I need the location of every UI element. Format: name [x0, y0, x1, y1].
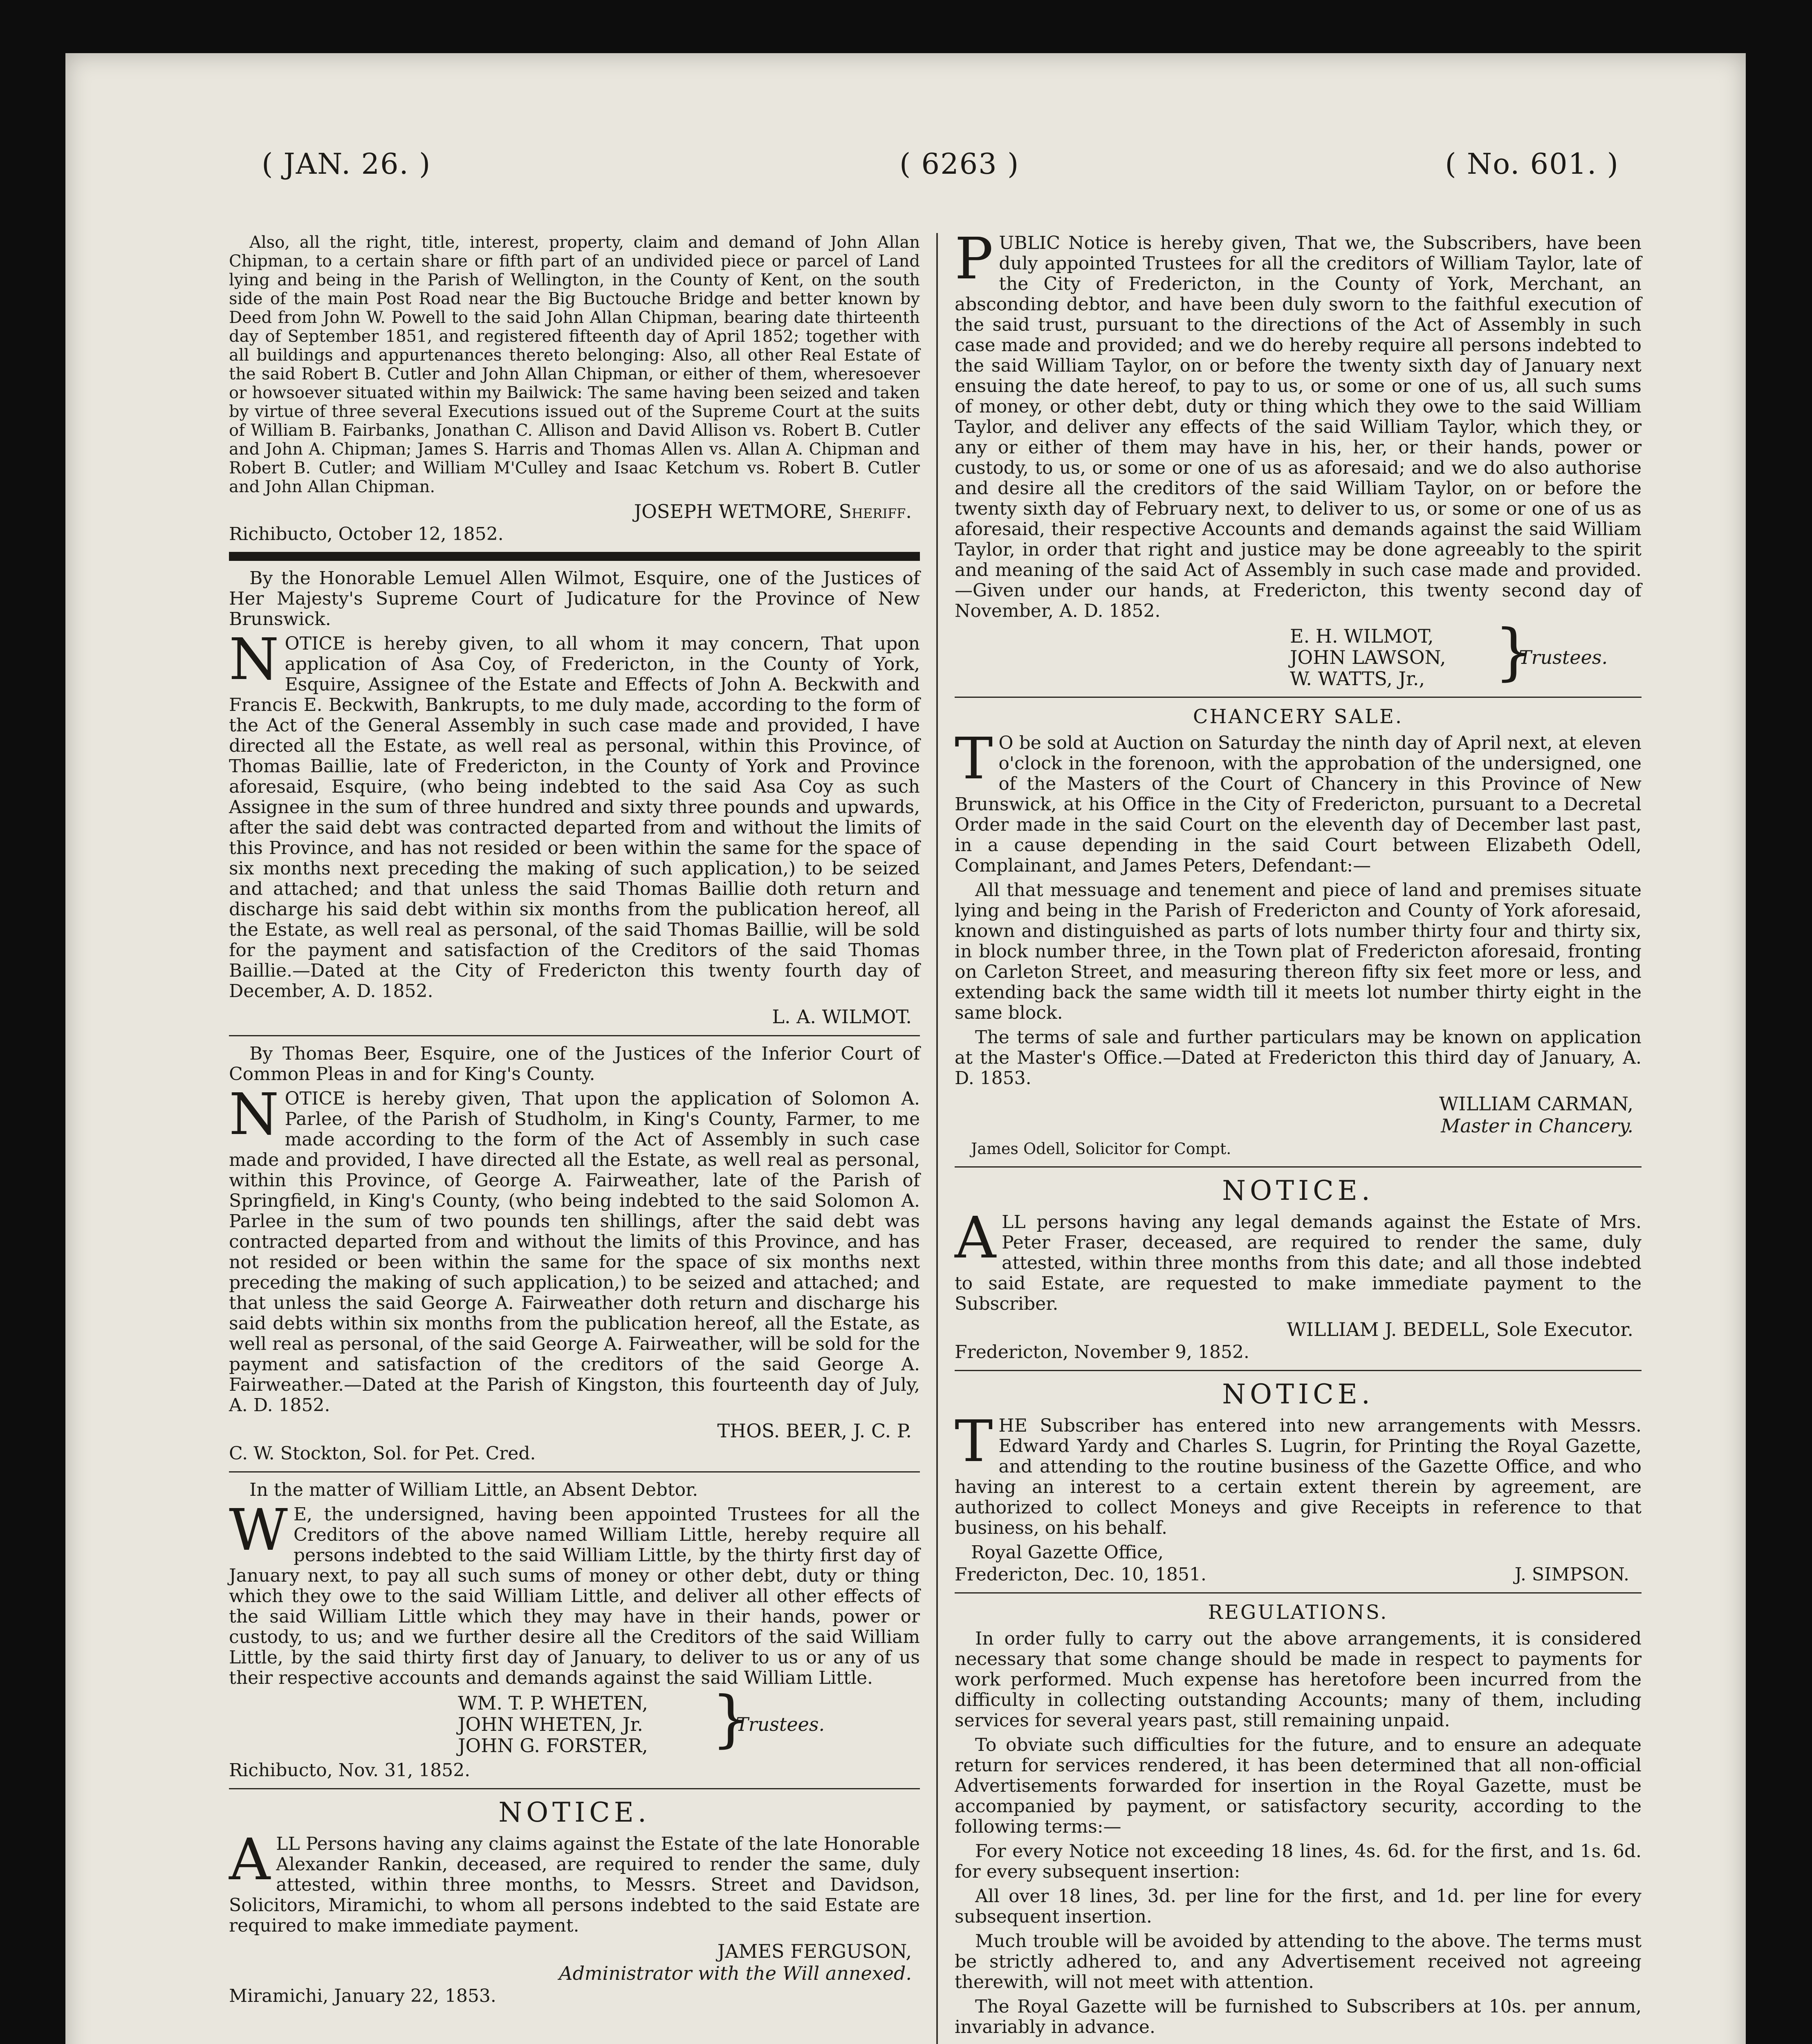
trustee-name: E. H. WILMOT, [1290, 625, 1434, 647]
sheriff-notice [229, 233, 920, 545]
notice-body: Also, all the right, title, interest, property, claim and demand of John Allan Chipman, to a certain share or fifth part of an undivided piece or parcel of Land lying and being in the Parish of Wellington, in the County of Kent, on the south side of the main Post Road near the Big Buctouche Bridge and better known by Deed from John W. Powell to the said John Allan Chipman, bearing date thirteenth day of September 1851, and registered fifteenth day of April 1852; together with all buildings and appurtenances thereto belonging: Also, all other Real Estate of the said Robert B. Cutler and John Allan Chipman, or either of them, wheresoever or howsoever situated within my Bailwick: The same having been seized and taken by virtue of three several Executions issued out of the Supreme Court at the suits of William B. Fairbanks, Jonathan C. Allison and David Allison vs. Robert B. Cutler and John A. Chipman; James S. Harris and Thomas Allen vs. Allan A. Chipman and Robert B. Cutler; and William M'Culley and Isaac Ketchum vs. Robert B. Cutler and John Allan Chipman. [229, 233, 920, 496]
section-rule [955, 697, 1642, 698]
trustee-name: W. WATTS, Jr., [1290, 668, 1425, 690]
section-rule [229, 1471, 920, 1472]
wilmot-notice [229, 568, 920, 1028]
notice-body: T O be sold at Auction on Saturday the ninth day of April next, at eleven o'clock in the forenoon, with the approbation of the undersigned, one of the Masters of the Court of Chancery in this Province of New Brunswick, at his Office in the City of Fredericton, pursuant to a Decretal Order made in the said Court on the eleventh day of December last past, in a cause depending in the said Court between Elizabeth Odell, Complainant, and James Peters, Defendant:— [955, 726, 1642, 876]
notice-signature: WILLIAM J. BEDELL, Sole Executor. [1287, 1318, 1633, 1340]
regulation-paragraph: For every Notice not exceeding 18 lines, 4s. 6d. for the first, and 1s. 6d. for every subsequent insertion: [955, 1841, 1642, 1882]
brace-glyph: } [1494, 616, 1534, 688]
section-rule [955, 1370, 1642, 1371]
notice-dateline: Richibucto, Nov. 31, 1852. [229, 1760, 471, 1781]
notice-body: W E, the undersigned, having been appointed Trustees for all the Creditors of the above named William Little, hereby require all persons indebted to the said William Little, by the thirty first day of January next, to pay all such sums of money or other debt, duty or thing which they owe to the said William Little, and deliver all other effects of the said William Little which they may have in their hands, power or custody, to us; and we further desire all the Creditors of the said William Little, by the said thirty first day of January, to deliver to us or any of us their respective accounts and demands against the said William Little. [229, 1497, 920, 1688]
notice-dateline: Richibucto, October 12, 1852. [229, 524, 504, 545]
notice-intro: In the matter of William Little, an Absent Debtor. [249, 1479, 698, 1500]
notice-dateline: Fredericton, November 9, 1852. [955, 1342, 1249, 1363]
page-number: ( 6263 ) [899, 147, 1020, 181]
notice-intro: By Thomas Beer, Esquire, one of the Justices of the Inferior Court of Common Pleas in and for King's County. [229, 1043, 920, 1085]
brace-glyph: } [711, 1683, 751, 1755]
column-divider [936, 233, 938, 2044]
drop-cap: T [955, 1408, 993, 1475]
regulation-paragraph: All over 18 lines, 3d. per line for the first, and 1d. per line for every subsequent insertion. [955, 1886, 1642, 1927]
notice-signature: J. SIMPSON. [1514, 1564, 1629, 1585]
gazette-notice [955, 1378, 1642, 1585]
notice-dateline: Fredericton, Dec. 10, 1851. [955, 1564, 1207, 1585]
section-rule [229, 1035, 920, 1036]
notice-role: Administrator with the Will annexed. [559, 1962, 912, 1984]
notice-body: PUBLIC Notice is hereby given, That we, the Subscribers, have been duly appointed Trustees for all the creditors of William Taylor, late of the City of Fredericton, in the County of York, Merchant, an absconding debtor, and have been duly sworn to the faithful execution of the said trust, pursuant to the directions of the Act of Assembly in such case made and provided; and we do hereby require all persons indebted to the said William Taylor, on or before the twenty sixth day of January next ensuing the date hereof, to pay to us, or some or one of us, all such sums of money, or other debt, duty or thing which they owe to the said William Taylor, and deliver any effects of the said William Taylor, which they, or any or either of them may have in his, her, or their hands, power or custody, to us, or some or one of us as aforesaid; and we do also authorise and desire all the creditors of the said William Taylor, on or before the twenty sixth day of February next, to deliver to us, or some or one of us as aforesaid, their respective Accounts and demands against the said William Taylor, in order that right and justice may be done agreeably to the spirit and meaning of the said Act of Assembly in such case made and provided.—Given under our hands, at Fredericton, this twenty second day of November, A. D. 1852. [955, 226, 1642, 621]
notice-intro: By the Honorable Lemuel Allen Wilmot, Esquire, one of the Justices of Her Majesty's Supreme Court of Judicature for the Province of New Brunswick. [229, 568, 920, 630]
right-column [955, 226, 1642, 2042]
drop-cap: N [229, 1081, 279, 1148]
notice-body-2: All that messuage and tenement and piece of land and premises situate lying and being in the Parish of Fredericton and County of York aforesaid, known and distinguished as parts of lots number thirty four and thirty six, in block number three, in the Town plat of Fredericton aforesaid, fronting on Carleton Street, and measuring thereon fifty six feet more or less, and extending back the same width till it meets lot number thirty eight in the same block. [955, 880, 1642, 1023]
drop-cap: A [229, 1827, 271, 1893]
issue-date: ( JAN. 26. ) [262, 147, 431, 181]
notice-heading: CHANCERY SALE. [1193, 705, 1404, 728]
notice-body: THE Subscriber has entered into new arrangements with Messrs. Edward Yardy and Charles S. Lugrin, for Printing the Royal Gazette, and attending to the routine business of the Gazette Office, and who having an interest to a certain extent therein by agreement, are authorized to collect Moneys and give Receipts in reference to that business, on his behalf. [955, 1408, 1642, 1538]
notice-signature: L. A. WILMOT. [772, 1006, 912, 1028]
drop-cap: W [229, 1497, 288, 1564]
gazette-page [65, 53, 1746, 2044]
notice-body: NOTICE is hereby given, That upon the application of Solomon A. Parlee, of the Parish of Studholm, in King's County, Farmer, to me made according to the form of the Act of Assembly in such case made and provided, I have directed all the Estate, as well real as personal, within this Province, of George A. Fairweather, late of the Parish of Springfield, in King's County, (who being indebted to the said Solomon A. Parlee in the sum of two pounds ten shillings, after the said debt was contracted departed from and without the limits of this Province, and has not resided or been within the same for the space of six months next preceding the making of such application,) to be seized and attached; and that unless the said George A. Fairweather doth return and discharge his said debts within six months from the publication hereof, all the Estate, as well real as personal, of the said George A. Fairweather, will be sold for the payment and satisfaction of the creditors of the said George A. Fairweather.—Dated at the Parish of Kingston, this fourteenth day of July, A. D. 1852. [229, 1081, 920, 1416]
drop-cap: T [955, 726, 993, 792]
notice-signature: JOSEPH WETMORE, Sheriff. [634, 500, 912, 522]
trustee-block [955, 616, 1642, 690]
notice-body: ALL persons having any legal demands against the Estate of Mrs. Peter Fraser, deceased, are required to render the same, duly attested, within three months from this date; and all those indebted to said Estate, are requested to make immediate payment to the Subscriber. [955, 1205, 1642, 1314]
notice-body: NOTICE is hereby given, to all whom it may concern, That upon application of Asa Coy, of Fredericton, in the County of York, Esquire, Assignee of the Estate and Effects of John A. Beckwith and Francis E. Beckwith, Bankrupts, to me duly made, according to the form of the Act of the General Assembly in such case made and provided, I have directed all the Estate, as well real as personal, within this Province, of Thomas Baillie, late of Fredericton, in the County of York and Province aforesaid, Esquire, (who being indebted to the said Asa Coy as such Assignee in the sum of three hundred and sixty three pounds and upwards, after the said debt was contracted departed from and without the limits of this Province, and has not resided or been within the same for the space of six months next preceding the making of such application,) to be seized and attached; and that unless the said Thomas Baillie doth return and discharge his said debt within six months from the publication hereof, all the Estate, as well real as personal, of the said Thomas Baillie, will be sold for the payment and satisfaction of the Creditors of the said Thomas Baillie.—Dated at the City of Fredericton this twenty fourth day of December, A. D. 1852. [229, 626, 920, 1002]
regulations [955, 1601, 1642, 2037]
little-notice [229, 1480, 920, 1781]
taylor-notice [955, 226, 1642, 690]
trustee-block [229, 1683, 920, 1757]
section-rule [229, 552, 920, 561]
notice-body: ALL Persons having any claims against the Estate of the late Honorable Alexander Rankin, deceased, are required to render the same, duly attested, within three months, to Messrs. Street and Davidson, Solicitors, Miramichi, to whom all persons indebted to the said Estate are required to make immediate payment. [229, 1827, 920, 1936]
notice-heading: NOTICE. [1222, 1175, 1374, 1206]
section-rule [229, 1788, 920, 1789]
trustee-name: WM. T. P. WHETEN, [458, 1692, 648, 1714]
regulation-paragraph: Much trouble will be avoided by attending to the above. The terms must be strictly adhered to, and any Advertisement received not agreeing therewith, will not meet with attention. [955, 1931, 1642, 1992]
regulation-paragraph: In order fully to carry out the above arrangements, it is considered necessary that some change should be made in respect to payments for work performed. Much expense has heretofore been incurred from the difficulty in collecting outstanding Accounts; many of them, including services for several years past, still remaining unpaid. [955, 1628, 1642, 1731]
notice-solicitor: James Odell, Solicitor for Compt. [971, 1140, 1231, 1158]
trustee-name: JOHN G. FORSTER, [458, 1735, 648, 1757]
issue-number: ( No. 601. ) [1445, 147, 1619, 181]
notice-solicitor: C. W. Stockton, Sol. for Pet. Cred. [229, 1443, 536, 1464]
trustee-name: JOHN WHETEN, Jr. [458, 1713, 643, 1735]
regulation-paragraph: To obviate such difficulties for the future, and to ensure an adequate return for services rendered, it has been determined that all non-official Advertisements forwarded for insertion in the Royal Gazette, must be accompanied by payment, or satisfactory security, according to the following terms:— [955, 1735, 1642, 1837]
left-column [229, 233, 920, 2006]
trustee-name: JOHN LAWSON, [1290, 646, 1446, 668]
notice-dateline: Miramichi, January 22, 1853. [229, 1986, 496, 2006]
notice-body-3: The terms of sale and further particulars may be known on application at the Master's Office.—Dated at Fredericton this third day of January, A. D. 1853. [955, 1027, 1642, 1089]
notice-signature: JAMES FERGUSON, [717, 1940, 912, 1962]
chancery-sale [955, 705, 1642, 1159]
notice-heading: NOTICE. [1222, 1378, 1374, 1410]
notice-dateline-row [955, 1564, 1642, 1585]
drop-cap: A [955, 1205, 996, 1271]
beer-notice [229, 1044, 920, 1464]
notice-heading: NOTICE. [498, 1797, 650, 1828]
notice-signature: THOS. BEER, J. C. P. [717, 1420, 912, 1442]
fraser-notice [955, 1175, 1642, 1363]
rankin-notice [229, 1797, 920, 2006]
gazette-office: Royal Gazette Office, [971, 1542, 1164, 1563]
page-header [253, 147, 1635, 200]
drop-cap: N [229, 626, 279, 693]
trustee-role: Trustees. [736, 1713, 825, 1735]
regulation-paragraph: The Royal Gazette will be furnished to Subscribers at 10s. per annum, invariably in advance. [955, 1996, 1642, 2037]
section-rule [955, 1166, 1642, 1168]
section-rule [955, 1592, 1642, 1594]
regulations-heading: REGULATIONS. [1208, 1601, 1388, 1624]
notice-signature: WILLIAM CARMAN, [1439, 1093, 1633, 1115]
notice-role: Master in Chancery. [1441, 1115, 1633, 1137]
trustee-role: Trustees. [1519, 646, 1608, 668]
drop-cap: P [955, 226, 993, 292]
